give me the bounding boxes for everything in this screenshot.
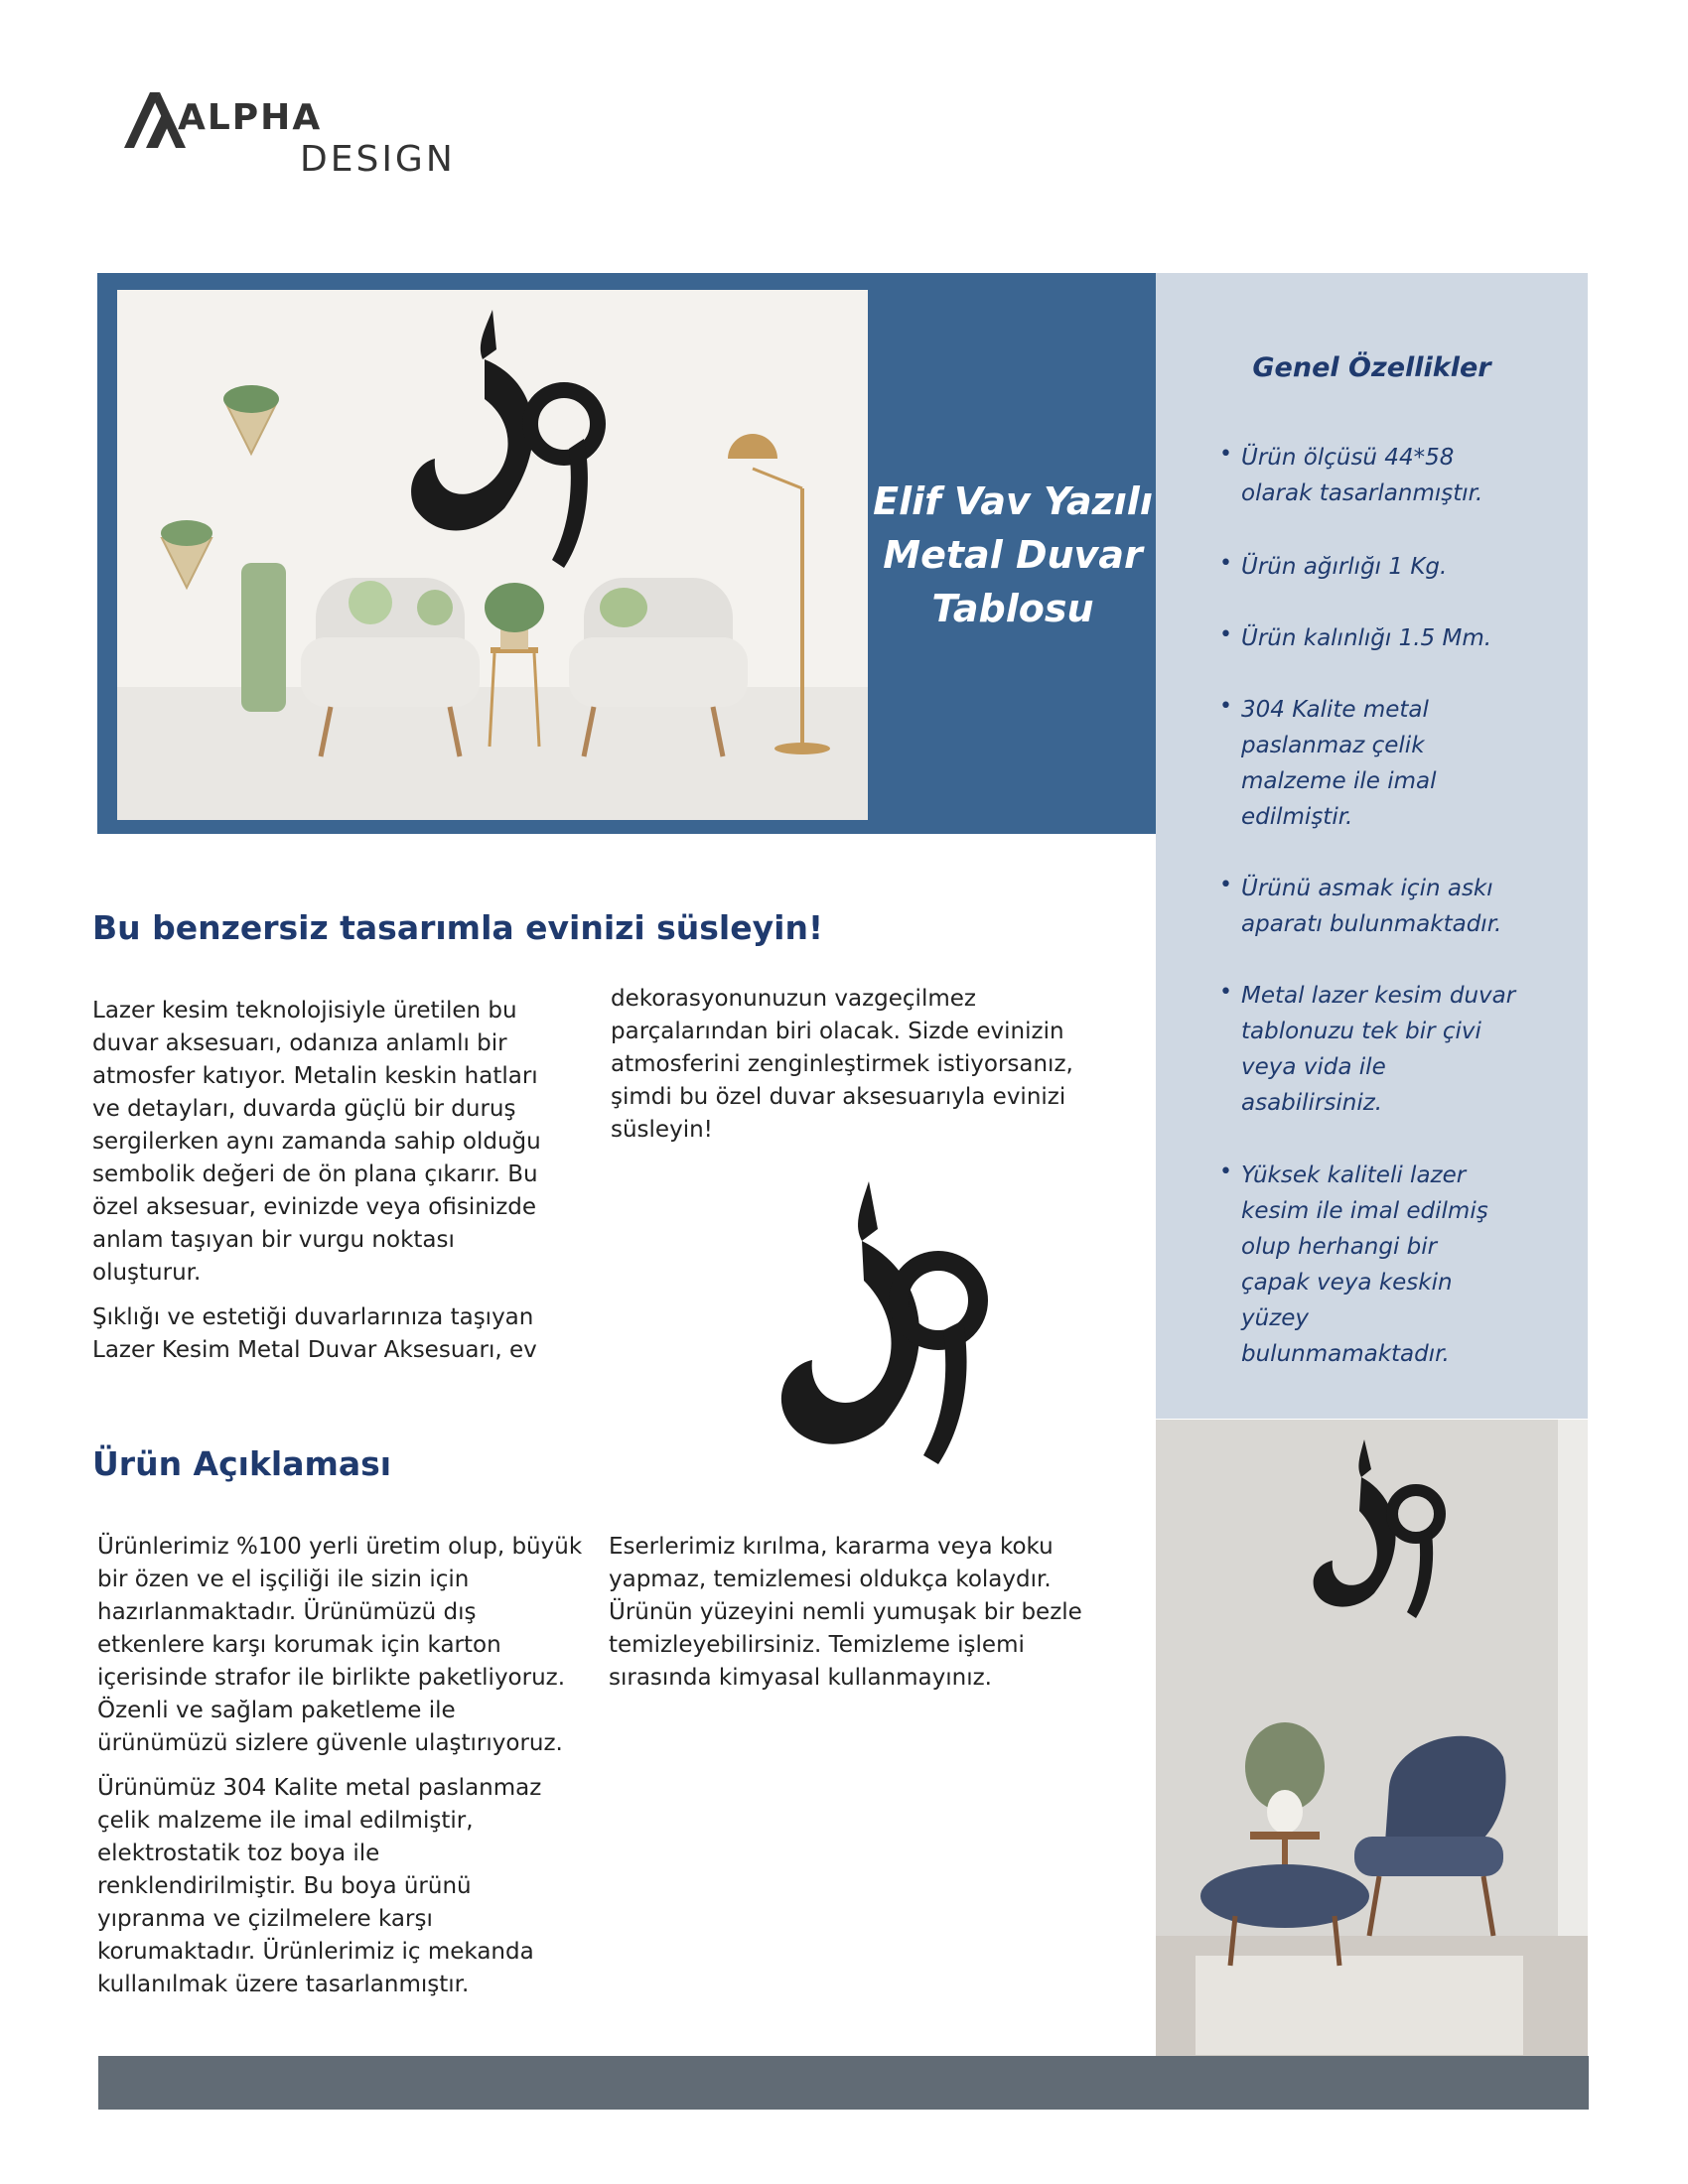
feature-line: yüzey (1241, 1305, 1310, 1331)
product-title (864, 475, 1162, 635)
feature-item-thickness (1241, 620, 1579, 656)
bullet-icon: • (1219, 442, 1232, 467)
paragraph: Şıklığı ve estetiği duvarlarınıza taşıyan Lazer Kesim Metal Duvar Aksesuarı, ev (92, 1304, 537, 1363)
feature-line: Ürün ölçüsü 44*58 (1241, 445, 1455, 471)
mountain-a-icon (124, 92, 186, 148)
feature-line: malzeme ile imal (1241, 768, 1437, 794)
feature-item-mounting (1241, 978, 1579, 1121)
feature-line: bulunmamaktadır. (1241, 1341, 1450, 1367)
footer-bar (98, 2056, 1589, 2110)
bullet-icon: • (1219, 694, 1232, 719)
logo-wordmark-alpha: ALPHA (178, 97, 323, 138)
feature-item-size (1241, 440, 1579, 511)
feature-line: Ürün ağırlığı 1 Kg. (1241, 554, 1448, 580)
calligraphy-product-image (774, 1181, 1013, 1469)
feature-line: 304 Kalite metal (1241, 697, 1429, 723)
logo-wordmark-design: DESIGN (300, 139, 456, 180)
paragraph: dekorasyonunuzun vazgeçilmez parçalarından biri olacak. Sizde evinizin atmosferini zenginleştirmek istiyorsanız, şimdi bu özel duvar aksesuarıyla evinizi süsleyin! (611, 986, 1073, 1143)
paragraph: Lazer kesim teknolojisiyle üretilen bu duvar aksesuarı, odanıza anlamlı bir atmosfer katıyor. Metalin keskin hatları ve detayları, duvarda güçlü bir duruş sergilerken aynı zamanda sahip olduğu sembolik değeri de ön plana çıkarır. Bu özel aksesuar, evinizde veya ofisinizde anlam taşıyan bir vurgu noktası oluşturur. (92, 998, 541, 1286)
product-title-line: Elif Vav Yazılı (873, 479, 1153, 523)
feature-line: aparatı bulunmaktadır. (1241, 911, 1502, 937)
paragraph: Eserlerimiz kırılma, kararma veya koku yapmaz, temizlemesi oldukça kolaydır. Ürünün yüzeyini nemli yumuşak bir bezle temizleyebilirsiniz. Temizleme işlemi sırasında kimyasal kullanmayınız. (609, 1534, 1082, 1691)
feature-line: Ürün kalınlığı 1.5 Mm. (1241, 625, 1492, 651)
section2-column-left (97, 1531, 614, 2013)
section1-column-left (92, 995, 609, 1379)
feature-line: edilmiştir. (1241, 804, 1353, 830)
bullet-icon: • (1219, 551, 1232, 576)
paragraph: Ürünlerimiz %100 yerli üretim olup, büyük bir özen ve el işçiliği ile sizin için hazırlanmaktadır. Ürünümüzü dış etkenlere karşı korumak için karton içerisinde strafor ile birlikte paketliyoruz. Özenli ve sağlam paketleme ile ürünümüzü sizlere güvenle ulaştırıyoruz. (97, 1534, 583, 1756)
feature-line: paslanmaz çelik (1241, 733, 1425, 758)
bullet-icon: • (1219, 1160, 1232, 1184)
section-heading-decorate: Bu benzersiz tasarımla evinizi süsleyin! (92, 908, 823, 947)
product-title-line: Tablosu (931, 587, 1094, 630)
feature-line: olup herhangi bir (1241, 1234, 1438, 1260)
feature-line: Metal lazer kesim duvar (1241, 983, 1516, 1009)
feature-line: tablonuzu tek bir çivi (1241, 1019, 1481, 1044)
feature-line: veya vida ile (1241, 1054, 1386, 1080)
feature-line: çapak veya keskin (1241, 1270, 1453, 1296)
feature-line: kesim ile imal edilmiş (1241, 1198, 1488, 1224)
section1-column-right (611, 983, 1127, 1159)
product-title-line: Metal Duvar (883, 533, 1143, 577)
feature-item-weight (1241, 549, 1579, 585)
feature-item-material (1241, 692, 1579, 835)
feature-line: Yüksek kaliteli lazer (1241, 1162, 1467, 1188)
feature-line: Ürünü asmak için askı (1241, 876, 1493, 901)
feature-line: asabilirsiniz. (1241, 1090, 1383, 1116)
features-title: Genel Özellikler (1252, 352, 1491, 383)
bullet-icon: • (1219, 622, 1232, 647)
bullet-icon: • (1219, 873, 1232, 897)
feature-item-hanger (1241, 871, 1579, 942)
paragraph: Ürünümüz 304 Kalite metal paslanmaz çelik malzeme ile imal edilmiştir, elektrostatik toz boya ile renklendirilmiştir. Bu boya ürünü yıpranma ve çizilmelere karşı korumaktadır. Ürünlerimiz iç mekanda kullanılmak üzere tasarlanmıştır. (97, 1775, 542, 1997)
feature-line: olarak tasarlanmıştır. (1241, 480, 1483, 506)
bullet-icon: • (1219, 980, 1232, 1005)
section-heading-description: Ürün Açıklaması (92, 1444, 392, 1483)
section2-column-right (609, 1531, 1125, 1706)
hero-living-room-photo (117, 290, 868, 820)
feature-item-quality (1241, 1158, 1579, 1372)
armchair-room-photo (1156, 1420, 1588, 2060)
